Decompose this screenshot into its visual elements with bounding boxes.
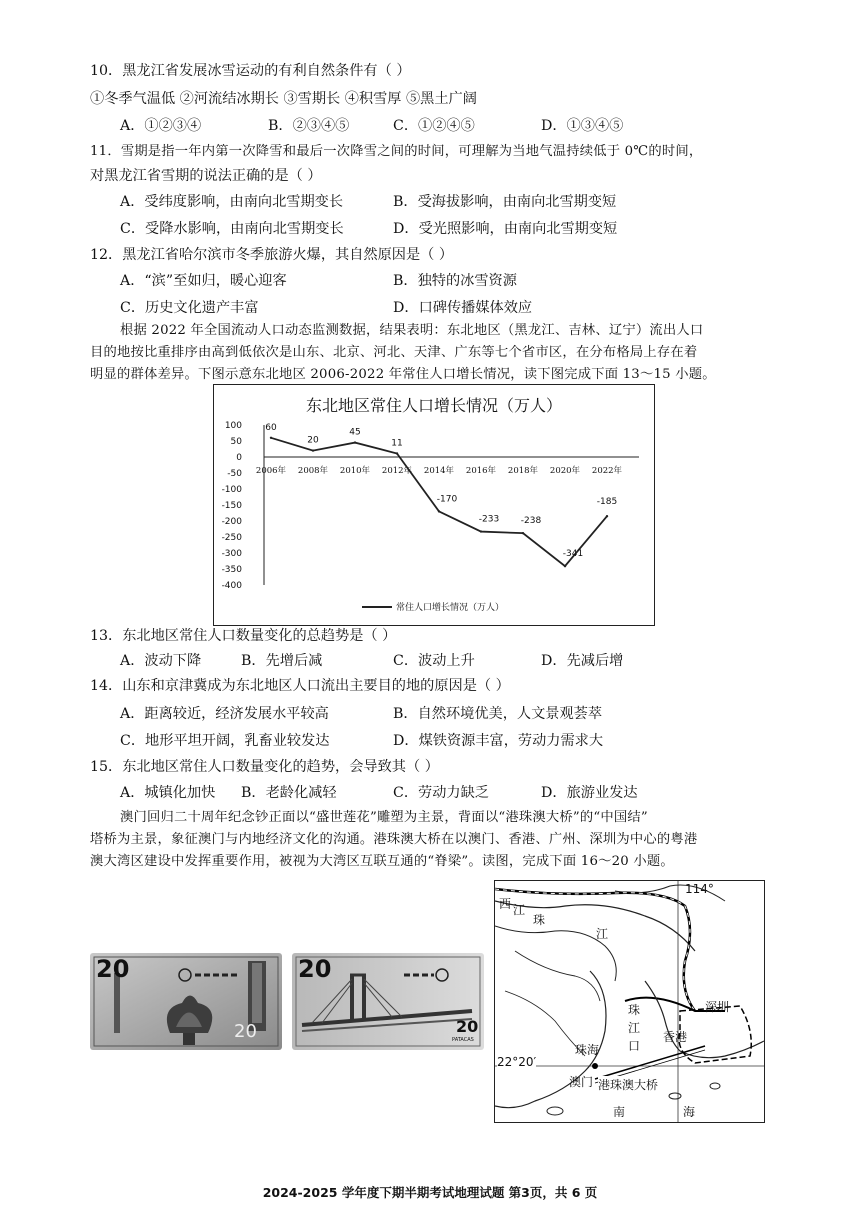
- banknote-front-small-value: 20: [234, 1021, 257, 1042]
- chart-x-tick-label: 2018年: [507, 466, 539, 476]
- q15-option-a: A．城镇化加快: [120, 785, 216, 801]
- chart-data-point: [606, 515, 608, 517]
- chart-y-tick-label: -300: [221, 549, 242, 559]
- chart-data-label: -341: [562, 549, 584, 560]
- q10-option-a: A．①②③④: [120, 118, 202, 134]
- map-latitude-label: 22°20′: [497, 1055, 537, 1069]
- chart-x-tick-label: 2016年: [465, 466, 497, 476]
- map-label-jiang2: 江: [596, 927, 609, 941]
- chart-x-tick-label: 2006年: [255, 466, 287, 476]
- passage2-line2: 塔桥为主景，象征澳门与内地经济文化的沟通。港珠澳大桥在以澳门、香港、广州、深圳为中心的粤港: [90, 832, 698, 847]
- q14-option-c: C．地形平坦开阔，乳畜业较发达: [120, 733, 330, 749]
- banknote-back-image: [292, 953, 484, 1050]
- q10-option-d: D．①③④⑤: [541, 118, 624, 134]
- chart-x-tick-label: 2020年: [549, 466, 581, 476]
- chart-y-tick-label: -250: [221, 533, 242, 543]
- chart-data-label: 11: [391, 438, 403, 449]
- q13-option-b: B．先增后减: [241, 653, 323, 669]
- q14-option-b: B．自然环境优美，人文景观荟萃: [393, 706, 603, 722]
- map-longitude-label: 114°: [685, 882, 714, 896]
- map-label-xi: 西: [499, 897, 512, 911]
- q12-option-d: D．口碑传播媒体效应: [393, 300, 533, 316]
- map-label-nan: 南: [613, 1105, 626, 1119]
- banknote-back-unit: PATACAS: [452, 1037, 474, 1043]
- map-label-hongkong: 香港: [663, 1030, 688, 1044]
- chart-x-tick-label: 2008年: [297, 466, 329, 476]
- q10-option-b: B．②③④⑤: [268, 118, 350, 134]
- chart-data-label: -233: [478, 514, 500, 525]
- chart-y-tick-label: -150: [221, 501, 242, 511]
- map-label-estuary-jiang: 江: [628, 1021, 641, 1035]
- map-label-zhu: 珠: [533, 913, 546, 927]
- chart-x-tick-label: 2022年: [591, 466, 623, 476]
- chart-y-tick-label: 0: [236, 453, 242, 463]
- map-label-bridge: 港珠澳大桥: [598, 1078, 659, 1092]
- chart-data-point: [354, 441, 356, 443]
- q12-option-c: C．历史文化遗产丰富: [120, 300, 259, 316]
- chart-legend-label: 常住人口增长情况（万人）: [396, 603, 505, 613]
- banknote-back-small-value: 20: [456, 1017, 479, 1036]
- map-label-estuary-zhu: 珠: [628, 1003, 641, 1017]
- q12-option-a: A．“滨”至如归，暖心迎客: [120, 273, 287, 289]
- chart-x-tick-label: 2012年: [381, 466, 413, 476]
- map-label-estuary-kou: 口: [628, 1039, 641, 1053]
- chart-data-label: -170: [436, 494, 458, 505]
- banknote-back-value: 20: [298, 955, 332, 983]
- q11-stem-line1: 11．雪期是指一年内第一次降雪和最后一次降雪之间的时间，可理解为当地气温持续低于 0℃的时间，: [90, 144, 703, 159]
- q13-stem: 13．东北地区常住人口数量变化的总趋势是（ ）: [90, 628, 397, 644]
- q14-stem: 14．山东和京津冀成为东北地区人口流出主要目的地的原因是（ ）: [90, 678, 510, 694]
- chart-title: 东北地区常住人口增长情况（万人）: [305, 396, 562, 415]
- q11-option-c: C．受降水影响，由南向北雪期变长: [120, 221, 344, 237]
- chart-y-tick-label: -50: [227, 469, 242, 479]
- q14-option-d: D．煤铁资源丰富，劳动力需求大: [393, 733, 604, 749]
- q15-stem: 15．东北地区常住人口数量变化的趋势，会导致其（ ）: [90, 759, 439, 775]
- chart-data-label: -238: [520, 516, 542, 527]
- q11-option-b: B．受海拔影响，由南向北雪期变短: [393, 194, 617, 210]
- chart-data-point: [522, 532, 524, 534]
- q13-option-d: D．先减后增: [541, 653, 624, 669]
- passage1-line3: 明显的群体差异。下图示意东北地区 2006-2022 年常住人口增长情况，读下图完成下面 13～15 小题。: [90, 367, 716, 382]
- q11-stem-line2: 对黑龙江省雪期的说法正确的是（ ）: [90, 168, 322, 184]
- q13-option-a: A．波动下降: [120, 653, 202, 669]
- chart-svg: [214, 385, 654, 625]
- q11-option-d: D．受光照影响，由南向北雪期变短: [393, 221, 618, 237]
- chart-data-point: [438, 510, 440, 512]
- pearl-river-delta-map: [494, 880, 765, 1123]
- page-footer: 2024-2025 学年度下期半期考试地理试题 第3页，共 6 页: [262, 1185, 598, 1200]
- passage1-line2: 目的地按比重排序由高到低依次是山东、北京、河北、天津、广东等七个省市区，在分布格局上存在着: [90, 345, 698, 360]
- chart-data-point: [396, 452, 398, 454]
- banknote-front-image: [90, 953, 282, 1050]
- chart-y-tick-label: 100: [224, 421, 242, 431]
- q13-option-c: C．波动上升: [393, 653, 475, 669]
- chart-data-label: 20: [307, 435, 319, 446]
- map-label-zhuhai: 珠海: [575, 1043, 600, 1057]
- chart-y-tick-label: -200: [221, 517, 242, 527]
- chart-data-point: [564, 565, 566, 567]
- map-label-macau: 澳门: [569, 1075, 594, 1089]
- q15-option-c: C．劳动力缺乏: [393, 785, 489, 801]
- chart-y-tick-label: -100: [221, 485, 242, 495]
- chart-data-point: [312, 449, 314, 451]
- q15-option-d: D．旅游业发达: [541, 785, 638, 801]
- population-chart: [213, 384, 655, 626]
- chart-data-point: [270, 437, 272, 439]
- chart-data-point: [480, 530, 482, 532]
- q10-items: ①冬季气温低 ②河流结冰期长 ③雪期长 ④积雪厚 ⑤黑土广阔: [90, 91, 477, 107]
- q10-option-c: C．①②④⑤: [393, 118, 475, 134]
- chart-data-label: 45: [349, 427, 361, 438]
- banknote-front-value: 20: [96, 955, 130, 983]
- chart-x-tick-label: 2010年: [339, 466, 371, 476]
- q10-stem: 10．黑龙江省发展冰雪运动的有利自然条件有（ ）: [90, 63, 411, 79]
- chart-data-label: -185: [596, 497, 618, 508]
- q11-option-a: A．受纬度影响，由南向北雪期变长: [120, 194, 344, 210]
- passage1-line1: 根据 2022 年全国流动人口动态监测数据，结果表明：东北地区（黑龙江、吉林、辽宁）流出人口: [120, 323, 704, 338]
- chart-y-tick-label: -350: [221, 565, 242, 575]
- q15-option-b: B．老龄化减轻: [241, 785, 337, 801]
- map-label-jiang: 江: [513, 903, 526, 917]
- chart-y-tick-label: -400: [221, 581, 242, 591]
- chart-x-tick-label: 2014年: [423, 466, 455, 476]
- map-label-hai: 海: [683, 1105, 696, 1119]
- passage2-line3: 澳大湾区建设中发挥重要作用，被视为大湾区互联互通的“脊梁”。读图，完成下面 16～20 小题。: [90, 854, 674, 869]
- passage2-line1: 澳门回归二十周年纪念钞正面以“盛世莲花”雕塑为主景，背面以“港珠澳大桥”的“中国结”: [120, 810, 648, 825]
- map-label-shenzhen: 深圳: [705, 1000, 730, 1014]
- chart-y-tick-label: 50: [230, 437, 242, 447]
- q12-option-b: B．独特的冰雪资源: [393, 273, 517, 289]
- q14-option-a: A．距离较近，经济发展水平较高: [120, 706, 329, 722]
- q12-stem: 12．黑龙江省哈尔滨市冬季旅游火爆，其自然原因是（ ）: [90, 247, 454, 263]
- chart-data-label: 60: [265, 422, 277, 433]
